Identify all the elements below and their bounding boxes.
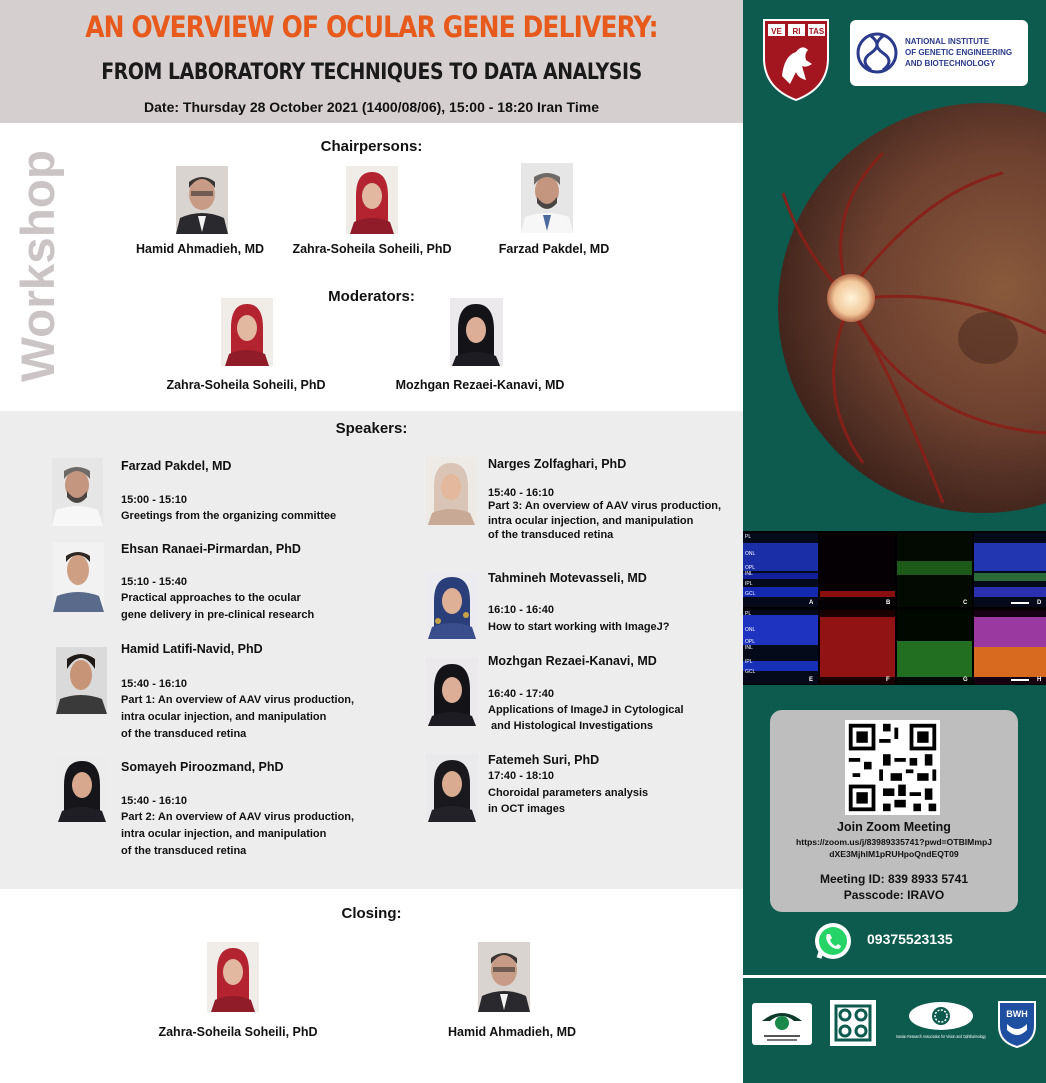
- avatar-mozhgan-rezaei-kanavi: [450, 298, 503, 366]
- speaker-topic: Choroidal parameters analysis: [488, 787, 649, 799]
- avatar-tahmineh-motevasseli: [426, 571, 478, 639]
- zoom-meeting-link[interactable]: [770, 836, 1018, 860]
- svg-text:PL: PL: [745, 611, 752, 617]
- svg-text:A: A: [809, 600, 814, 606]
- speakers-section: [0, 411, 743, 889]
- speaker-topic: Part 2: An overview of AAV virus production,: [121, 811, 355, 823]
- speaker-name: Fatemeh Suri, PhD: [488, 753, 600, 767]
- speaker-topic: Part 3: An overview of AAV virus production,: [488, 500, 722, 512]
- speaker-time: 15:00 - 15:10: [121, 494, 188, 506]
- svg-text:ONL: ONL: [745, 627, 756, 633]
- svg-text:G: G: [963, 677, 968, 683]
- svg-text:Iranian Research Association f: Iranian Research Association for Vision and Ophthalmology: [896, 1034, 987, 1039]
- speaker-name: Mozhgan Rezaei-Kanavi, MD: [488, 654, 657, 668]
- title-line-1: AN OVERVIEW OF OCULAR GENE DELIVERY:: [85, 10, 658, 44]
- zoom-url-line-2[interactable]: dXE3MjhlM1pRUHpoQndEQT09: [829, 849, 959, 859]
- moderator-name-1: Zahra-Soheila Soheili, PhD: [166, 378, 326, 392]
- speaker-time: 15:40 - 16:10: [121, 678, 188, 690]
- workshop-vertical-label: [8, 150, 62, 382]
- harvard-shield-logo: [762, 18, 830, 102]
- chair-name-3: Farzad Pakdel, MD: [498, 242, 610, 256]
- svg-text:E: E: [809, 677, 814, 683]
- avatar-mozhgan-rezaei-kanavi-speaker: [426, 658, 478, 726]
- svg-text:INL: INL: [745, 571, 753, 577]
- chairpersons-title: Chairpersons:: [320, 138, 423, 155]
- speaker-topic: intra ocular injection, and manipulation: [121, 828, 327, 840]
- university-logo: [830, 1000, 876, 1046]
- speaker-name: Hamid Latifi-Navid, PhD: [121, 642, 263, 656]
- whatsapp-icon[interactable]: [812, 920, 854, 962]
- speaker-topic: Part 1: An overview of AAV virus production,: [121, 694, 355, 706]
- speaker-topic: of the transduced retina: [121, 845, 247, 857]
- chair-name-1: Hamid Ahmadieh, MD: [135, 242, 265, 256]
- chair-name-2: Zahra-Soheila Soheili, PhD: [292, 242, 452, 256]
- moderators-title: Moderators:: [328, 288, 415, 305]
- svg-text:RI: RI: [792, 27, 801, 36]
- retina-histology-panels: [743, 531, 1046, 685]
- speaker-time: 16:40 - 17:40: [488, 688, 555, 700]
- speaker-time: 15:40 - 16:10: [488, 487, 555, 499]
- svg-text:INL: INL: [745, 645, 753, 651]
- eye-research-institute-logo: [752, 1003, 812, 1045]
- speaker-topic: and Histological Investigations: [488, 720, 654, 732]
- join-zoom-label: Join Zoom Meeting: [837, 820, 951, 834]
- closing-name-1: Zahra-Soheila Soheili, PhD: [158, 1025, 318, 1039]
- svg-text:H: H: [1037, 677, 1042, 683]
- zoom-qr-code[interactable]: [845, 720, 940, 815]
- nigeb-dna-icon: [856, 30, 898, 76]
- svg-text:TAS: TAS: [808, 27, 825, 36]
- speaker-name: Ehsan Ranaei-Pirmardan, PhD: [121, 542, 301, 556]
- speaker-topic: Greetings from the organizing committee: [121, 510, 337, 522]
- avatar-farzad-pakdel: [521, 163, 573, 233]
- nigeb-line-2: OF GENETIC ENGINEERING: [905, 48, 1013, 57]
- speaker-name: Narges Zolfaghari, PhD: [488, 457, 627, 471]
- svg-text:VE: VE: [771, 27, 782, 36]
- svg-text:OPL: OPL: [745, 639, 756, 645]
- nigeb-line-3: AND BIOTECHNOLOGY: [905, 59, 996, 68]
- speaker-time: 15:10 - 15:40: [121, 576, 188, 588]
- speaker-name: Farzad Pakdel, MD: [121, 459, 232, 473]
- closing-name-2: Hamid Ahmadieh, MD: [447, 1025, 577, 1039]
- speaker-topic: of the transduced retina: [488, 529, 614, 541]
- closing-title: Closing:: [341, 905, 402, 922]
- svg-text:ONL: ONL: [745, 551, 756, 557]
- svg-text:OPL: OPL: [745, 565, 756, 571]
- avatar-zahra-soheili: [346, 166, 398, 234]
- svg-text:C: C: [963, 600, 968, 606]
- meeting-passcode: Passcode: IRAVO: [843, 888, 945, 902]
- speaker-topic: intra ocular injection, and manipulation: [121, 711, 327, 723]
- svg-text:IPL: IPL: [745, 581, 753, 587]
- avatar-hamid-ahmadieh-closing: [478, 942, 530, 1012]
- speaker-name: Somayeh Piroozmand, PhD: [121, 760, 284, 774]
- svg-text:GCL: GCL: [745, 591, 756, 597]
- speaker-topic: Applications of ImageJ in Cytological: [488, 704, 684, 716]
- svg-text:B: B: [886, 600, 891, 606]
- svg-text:GCL: GCL: [745, 669, 756, 675]
- moderator-name-2: Mozhgan Rezaei-Kanavi, MD: [395, 378, 565, 392]
- avatar-zahra-soheili-closing: [207, 942, 259, 1012]
- bwh-shield-logo: [997, 1000, 1037, 1048]
- speaker-topic: intra ocular injection, and manipulation: [488, 515, 694, 527]
- avatar-hamid-latifi-navid: [56, 647, 107, 714]
- avatar-farzad-pakdel-speaker: [52, 458, 103, 526]
- speaker-time: 17:40 - 18:10: [488, 770, 555, 782]
- title-line-2: FROM LABORATORY TECHNIQUES TO DATA ANALYSIS: [101, 60, 642, 85]
- nigeb-line-1: NATIONAL INSTITUTE: [905, 37, 990, 46]
- svg-text:PL: PL: [745, 534, 752, 540]
- meeting-id: Meeting ID: 839 8933 5741: [819, 872, 969, 886]
- avatar-narges-zolfaghari: [426, 457, 477, 525]
- svg-text:F: F: [886, 677, 890, 683]
- avatar-somayeh-piroozmand: [56, 755, 108, 822]
- avatar-zahra-soheili-mod: [221, 298, 273, 366]
- speaker-topic: How to start working with ImageJ?: [488, 621, 670, 633]
- iravo-logo: [893, 1000, 989, 1048]
- event-date: Date: Thursday 28 October 2021 (1400/08/06), 15:00 - 18:20 Iran Time: [144, 99, 599, 115]
- speaker-topic: of the transduced retina: [121, 728, 247, 740]
- zoom-url-line-1[interactable]: https://zoom.us/j/83989335741?pwd=OTBlMmpJ: [795, 837, 993, 847]
- speaker-topic: in OCT images: [488, 803, 566, 815]
- avatar-ehsan-ranaei: [53, 542, 104, 612]
- svg-text:BWH: BWH: [1006, 1009, 1028, 1019]
- speaker-time: 15:40 - 16:10: [121, 795, 188, 807]
- contact-phone[interactable]: 09375523135: [867, 931, 953, 947]
- avatar-fatemeh-suri: [426, 754, 478, 822]
- speakers-title: Speakers:: [335, 420, 408, 437]
- svg-text:IPL: IPL: [745, 659, 753, 665]
- retina-fundus-image: [743, 133, 1046, 528]
- avatar-hamid-ahmadieh: [176, 166, 228, 234]
- speaker-topic: gene delivery in pre-clinical research: [121, 609, 315, 621]
- speaker-topic: Practical approaches to the ocular: [121, 592, 301, 604]
- nigeb-logo-text: [905, 36, 1025, 69]
- speaker-time: 16:10 - 16:40: [488, 604, 555, 616]
- speaker-name: Tahmineh Motevasseli, MD: [488, 571, 647, 585]
- workshop-text: Workshop: [11, 153, 64, 382]
- svg-text:D: D: [1037, 600, 1042, 606]
